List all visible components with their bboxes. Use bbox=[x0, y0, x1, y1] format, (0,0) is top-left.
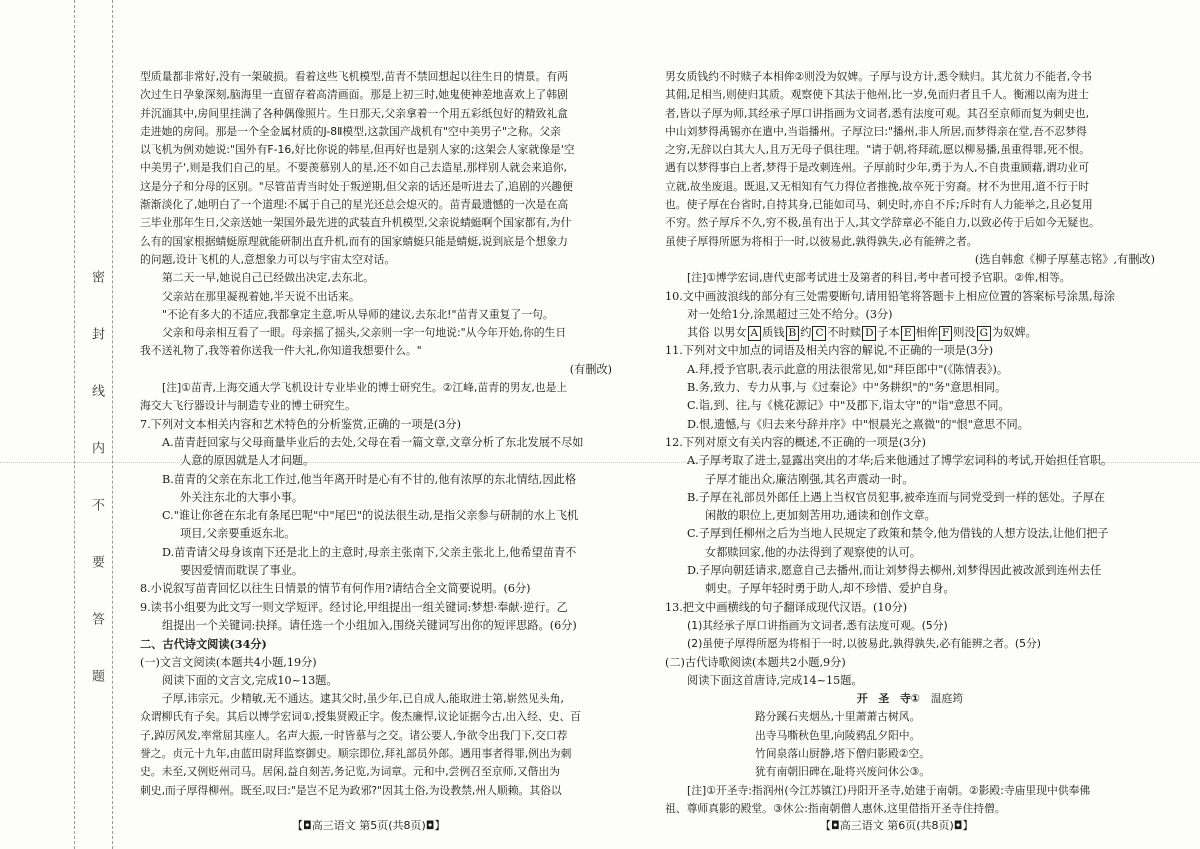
page-6-footer: 【◘高三语文 第6页(共8页)◘】 bbox=[820, 819, 974, 832]
text-line: 父亲站在那里凝视着她,半天说不出话来。 bbox=[162, 289, 360, 303]
text-line: B.务,致力、专力从事,与《过秦论》中"务耕织"的"务"意思相同。 bbox=[687, 381, 1007, 395]
text-line: 闲散的职位上,更加刻苦用功,通读和创作文章。 bbox=[705, 509, 936, 523]
text-line: 三毕业那年生日,父亲送她一架国外最先进的武装直升机模型,父亲说蜻蜓啊个国家都有,为什 bbox=[140, 216, 572, 230]
text-line: 刺史,而子厚得柳州。既至,叹曰:"是岂不足为政邪?"因其土俗,为设教禁,州人顺赖。其俗以 bbox=[140, 783, 562, 797]
binding-margin bbox=[0, 0, 115, 849]
text-line: 子,踔厉风发,率常屈其座人。名声大振,一时皆慕与之交。诸公要人,争欲令出我门下,交口荐 bbox=[140, 728, 568, 742]
q10-answer-box[interactable]: G bbox=[977, 326, 991, 341]
text-line: 刺史。子厚年轻时勇于助人,却不珍惜、爱护自身。 bbox=[705, 582, 955, 596]
seal-line-outer bbox=[74, 0, 75, 849]
text-line: 中美男子',则是我们自己的星。不要羡慕别人的星,还不如自己去造星,那样别人就会来追你, bbox=[140, 161, 567, 175]
poem-line: 路分蹊石夹烟丛,十里萧萧古树风。 bbox=[755, 710, 921, 724]
note-line: [注]①开圣寺:指润州(今江苏镇江)丹阳开圣寺,始建于南朝。②影殿:寺庙里现中供奉佛 bbox=[687, 783, 1091, 797]
text-line: 第二天一早,她说自己已经做出决定,去东北。 bbox=[162, 271, 375, 285]
text-line: 遇有以梦得事白上者,梦得于是改刺连州。子厚前时少年,勇于为人,不自贵重顾藉,谓功业可 bbox=[665, 161, 1090, 175]
seal-line-text: 密封线内不要答题 bbox=[89, 270, 104, 726]
text-line: 渐渐淡化了,她明白了一个道理:不属于自己的星光还总会熄灭的。苗青最遗憾的一次是在高 bbox=[140, 198, 569, 212]
text-line: D.子厚向朝廷请求,愿意自己去播州,而让刘梦得去柳州,刘梦得因此被改派到连州去任 bbox=[687, 564, 1102, 578]
note-line: 祖、尊师真影的殿堂。③休公:指南朝僧人惠休,这里借指开圣寺住持僧。 bbox=[665, 801, 1006, 815]
text-line: 史。未至,又例贬州司马。居闲,益自刻苦,务记览,为词章。元和中,尝例召至京师,又偕出为 bbox=[140, 765, 561, 779]
text-line: (二)古代诗歌阅读(本题共2小题,9分) bbox=[665, 655, 846, 669]
text-line: 中山刘梦得禹锡亦在遣中,当诣播州。子厚泣曰:"播州,非人所居,而梦得亲在堂,吾不忍梦得 bbox=[665, 124, 1087, 138]
text-line: 13.把文中画横线的句子翻译成现代汉语。(10分) bbox=[665, 600, 908, 614]
poem bbox=[665, 690, 1155, 781]
text-line: B.苗青的父亲在东北工作过,他当年离开时是心有不甘的,他有浓厚的东北情结,因此格 bbox=[162, 472, 577, 486]
text-line: 二、古代诗文阅读(34分) bbox=[140, 637, 267, 652]
text-line: 不穷。然子厚斥不久,穷不极,虽有出于人,其文学辞章必不能自力,以致必传于后如今无疑也。 bbox=[665, 216, 1100, 230]
text-line: 阅读下面的文言文,完成10~13题。 bbox=[162, 673, 338, 687]
poem-line: 竹间泉落山厨静,塔下僧归影殿②空。 bbox=[755, 746, 931, 760]
text-line: (2)虽使子厚得所愿为将相于一时,以彼易此,孰得孰失,必有能辨之者。(5分) bbox=[687, 637, 1041, 651]
page-5-footer: 【◘高三语文 第5页(共8页)◘】 bbox=[292, 819, 446, 832]
text-line: 之穷,无辞以白其大人,且万无母子俱往理。"请于朝,将拜疏,愿以柳易播,虽重得罪,死不恨。 bbox=[665, 143, 1091, 157]
q10-segment: 约 bbox=[800, 326, 812, 340]
text-line: 走进她的房间。那是一个全金属材质的J-8Ⅱ模型,这款国产战机有"空中美男子"之称。父亲 bbox=[140, 124, 561, 138]
text-line: 女都赎回家,他的办法得到了观察使的认可。 bbox=[705, 545, 922, 559]
page-5-column bbox=[140, 68, 612, 800]
text-line: 的问题,设计飞机的人,意想象力可以与宇宙太空对话。 bbox=[140, 252, 396, 266]
text-line: [注]①苗青,上海交通大学飞机设计专业毕业的博士研究生。②江峰,苗青的男友,也是上 bbox=[162, 381, 568, 395]
q10-segment: 质钱 bbox=[762, 326, 785, 340]
text-line: [注]①博学宏词,唐代吏部考试进士及第者的科目,考中者可授予官职。②侔,相等。 bbox=[687, 271, 1071, 285]
q10-answer-box[interactable]: C bbox=[812, 326, 826, 341]
text-line: (选自韩愈《柳子厚墓志铭》,有删改) bbox=[974, 252, 1155, 266]
q10-answer-box[interactable]: F bbox=[939, 326, 952, 341]
q10-segment: 相侔 bbox=[915, 326, 938, 340]
text-line: D.恨,遗憾,与《归去来兮辞并序》中"恨晨光之熹微"的"恨"意思不同。 bbox=[687, 417, 1029, 431]
text-line: 9.读书小组要为此文写一则文学短评。经讨论,甲组提出一组关键词:梦想·奉献·逆行。乙 bbox=[140, 600, 568, 614]
text-line: 组提出一个关键词:抉择。请任选一个小组加入,围绕关键词写出你的短评思路。(6分) bbox=[162, 618, 577, 632]
q10-answer-box[interactable]: A bbox=[748, 326, 762, 341]
text-line: 12.下列对原文有关内容的概述,不正确的一项是(3分) bbox=[665, 435, 926, 449]
q10-answer-box[interactable]: E bbox=[901, 326, 915, 341]
text-line: 这是分子和分母的区别。"尽管苗青当时处于叛逆期,但父亲的话还是听进去了,追剧的兴趣便 bbox=[140, 179, 573, 193]
seal-line-inner bbox=[112, 0, 113, 849]
text-line: 次过生日孕象深刻,脑海里一直留存着高清画面。那是上初三时,她鬼使神差地喜欢上了韩剧 bbox=[140, 88, 568, 102]
questions-11-15 bbox=[665, 342, 1155, 690]
q10-intro: 其俗 bbox=[687, 326, 710, 340]
text-line: 阅读下面这首唐诗,完成14~15题。 bbox=[687, 673, 863, 687]
text-line: 型质量都非常好,没有一架破损。看着这些飞机模型,苗青不禁回想起以往生日的情景。有两 bbox=[140, 70, 568, 83]
poem-author: 温庭筠 bbox=[930, 692, 964, 706]
text-line: C."谁让你爸在东北有条尾巴呢"中"尾巴"的说法很生动,是指父亲参与研制的水上飞机 bbox=[162, 509, 579, 523]
passage-continued bbox=[665, 68, 1155, 324]
q10-segment: 子本 bbox=[877, 326, 900, 340]
text-line: 众谓柳氏有子矣。其后以博学宏词①,授集贤殿正字。俊杰廉悍,议论证据今古,出入经、史、百 bbox=[140, 710, 582, 724]
text-line: 誉之。贞元十九年,由蓝田尉拜监察御史。顺宗即位,拜礼部员外郎。遇用事者得罪,例出为刺 bbox=[140, 746, 572, 760]
text-line: 子厚才能出众,廉洁刚强,其名声震动一时。 bbox=[705, 472, 914, 486]
text-line: 外关注东北的大事小事。 bbox=[180, 490, 304, 504]
q10-segment: 以男女 bbox=[712, 326, 747, 340]
text-line: (一)文言文阅读(本题共4小题,19分) bbox=[140, 655, 317, 669]
text-line: 并沉湎其中,房间里挂满了各种偶像照片。生日那天,父亲拿着一个用五彩纸包好的精致礼盒 bbox=[140, 106, 568, 120]
text-line: 项目,父亲要重返东北。 bbox=[180, 527, 296, 541]
text-line: 8.小说叙写苗青回忆以往生日情景的情节有何作用?请结合全文简要说明。(6分) bbox=[140, 582, 531, 596]
poem-line: 犹有南朝旧碑在,耻将兴废问休公③。 bbox=[755, 765, 931, 779]
poem-title: 开 圣 寺① bbox=[856, 692, 920, 706]
text-line: C.子厚到任柳州之后为当地人民规定了政策和禁令,他为借钱的人想方设法,让他们把子 bbox=[687, 527, 1109, 541]
text-line: 虽使子厚得所愿为将相于一时,以彼易此,孰得孰失,必有能辨之者。 bbox=[665, 234, 978, 248]
text-line: 10.文中画波浪线的部分有三处需要断句,请用铅笔将答题卡上相应位置的答案标号涂黑,每涂 bbox=[665, 289, 1116, 303]
text-line: (有删改) bbox=[569, 362, 612, 376]
text-line: 其佣,足相当,则使归其质。观察使下其法于他州,比一岁,免而归者且千人。衡湘以南为进士 bbox=[665, 88, 1090, 102]
q10-segment: 则没 bbox=[953, 326, 976, 340]
text-line: 我不送礼物了,我等着你送我一件大礼,你知道我想要什么。" bbox=[140, 344, 422, 358]
q10-answer-box[interactable]: D bbox=[862, 326, 876, 341]
text-line: 么有的国家根据蜻蜓原理就能研制出直升机,而有的国家蜻蜓只能是蜻蜓,说到底是个想象力 bbox=[140, 234, 568, 248]
text-line: 以飞机为例劝她说:"国外有F-16,好比你说的韩星,但再好也是别人家的;这架会人家就像是'空 bbox=[140, 143, 575, 157]
q10-options bbox=[665, 324, 1155, 342]
text-line: 7.下列对文本相关内容和艺术特色的分析鉴赏,正确的一项是(3分) bbox=[140, 417, 461, 431]
text-line: 者,皆以子厚为师,其经承子厚口讲指画为文词者,悉有法度可观。其召至京师而复为刺史也, bbox=[665, 106, 1090, 120]
text-line: B.子厚在礼部员外郎任上遇上当权官员犯事,被牵连而与同党受到一样的惩处。子厚在 bbox=[687, 490, 1106, 504]
text-line: 父亲和母亲相互看了一眼。母亲摇了摇头,父亲则一字一句地说:"从今年开始,你的生日 bbox=[162, 326, 567, 340]
text-line: 子厚,讳宗元。少精敏,无不通达。逮其父时,虽少年,已自成人,能取进士第,崭然见头角, bbox=[162, 692, 564, 706]
text-line: D.苗青请父母身该南下还是北上的主意时,母亲主张南下,父亲主张北上,他希望苗青不 bbox=[162, 545, 577, 559]
text-line: 也。使子厚在台省时,自持其身,已能如司马、刺史时,亦自不斥;斥时有人力能举之,且必复用 bbox=[665, 198, 1093, 212]
text-line: A.苗青赶回家与父母商量毕业后的去处,父母在看一篇文章,文章分析了东北发展不尽如 bbox=[162, 435, 584, 449]
text-line: 立就,故坐废退。既退,又无相知有气力得位者推挽,故卒死于穷裔。材不为世用,道不行于时 bbox=[665, 179, 1090, 193]
poem-notes bbox=[665, 782, 1155, 819]
poem-line: 出寺马嘶秋色里,向陵鸦乱夕阳中。 bbox=[755, 728, 921, 742]
page-6-column bbox=[665, 68, 1155, 818]
text-line: 要因爱情而耽误了事业。 bbox=[180, 564, 304, 578]
text-line: C.诣,到、往,与《桃花源记》中"及郡下,诣太守"的"诣"意思不同。 bbox=[687, 399, 1010, 413]
text-line: "不论有多大的不适应,我都拿定主意,听从导师的建议,去东北!"苗青又重复了一句。 bbox=[162, 307, 554, 321]
q10-answer-box[interactable]: B bbox=[786, 326, 800, 341]
text-line: 11.下列对文中加点的词语及相关内容的解说,不正确的一项是(3分) bbox=[665, 344, 994, 358]
text-line: 对一处给1分,涂黑超过三处不给分。(3分) bbox=[687, 307, 893, 321]
q10-segment: 为奴婢。 bbox=[992, 326, 1037, 340]
q10-segment: 不时赎 bbox=[827, 326, 862, 340]
text-line: (1)其经承子厚口讲指画为文词者,悉有法度可观。(5分) bbox=[687, 618, 948, 632]
text-line: 人意的原因就是人才问题。 bbox=[180, 454, 315, 468]
text-line: 男女质钱约不时赎子本相侔②则没为奴婢。子厚与设方计,悉令赎归。其尤贫力不能者,令书 bbox=[665, 70, 1092, 83]
text-line: A.子厚考取了进士,显露出突出的才华;后来他通过了博学宏词科的考试,开始担任官职。 bbox=[687, 454, 1113, 468]
text-line: A.拜,授予官职,表示此意的用法很常见,如"拜臣郎中"(《陈情表》)。 bbox=[687, 362, 1009, 376]
text-line: 海交大飞行器设计与制造专业的博士研究生。 bbox=[140, 399, 356, 413]
